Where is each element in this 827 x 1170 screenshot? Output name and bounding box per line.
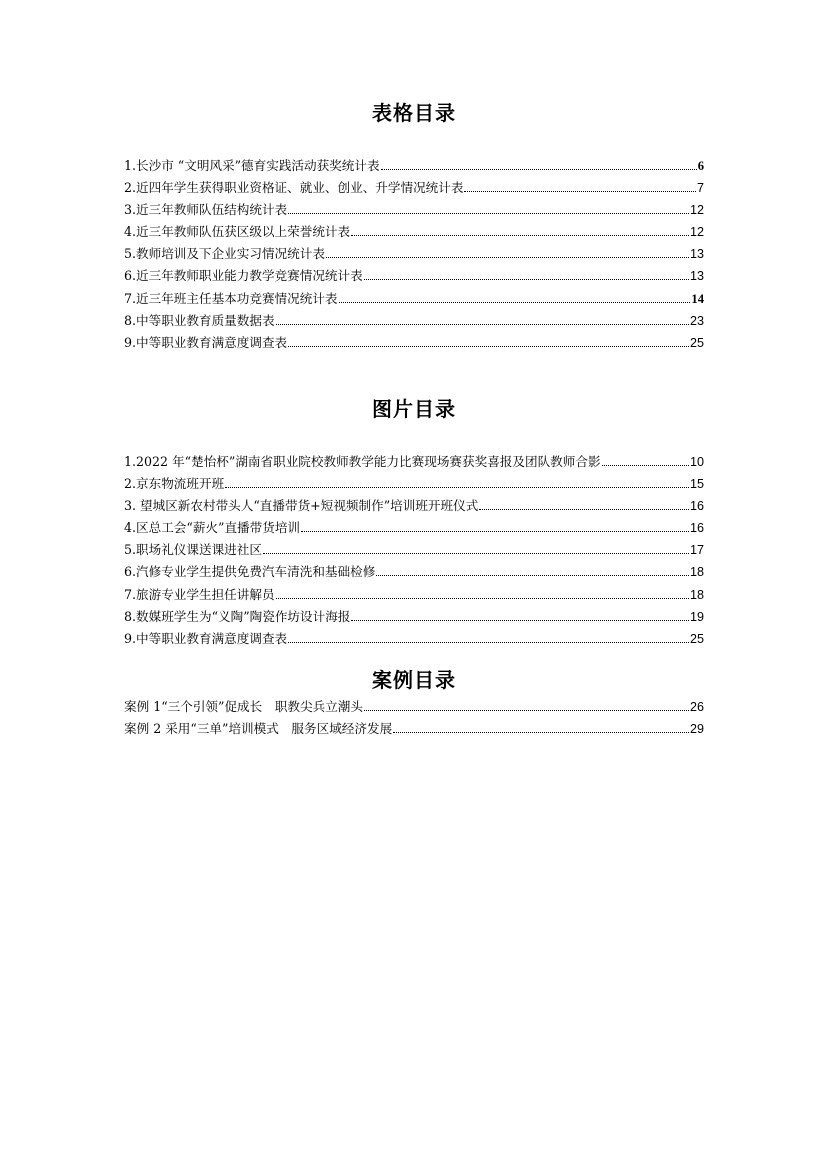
toc-entry[interactable] [124,177,704,199]
dot-leader [381,169,697,170]
toc-entry-label: 9.中等职业教育满意度调查表 [124,334,288,350]
toc-entry-page: 12 [689,225,704,240]
toc-entry-page: 7 [696,181,704,196]
toc-entry-page: 25 [689,631,704,646]
toc-entry-page: 14 [691,291,704,306]
toc-entry[interactable] [124,310,704,332]
dot-leader [276,324,689,325]
toc-entry[interactable] [124,696,704,718]
toc-entry-page: 6 [697,159,704,173]
dot-leader [364,279,689,280]
toc-entry[interactable] [124,539,704,561]
toc-entry[interactable] [124,199,704,221]
toc-entry[interactable] [124,332,704,354]
dot-leader [288,346,689,347]
toc-entry-page: 29 [689,722,704,737]
toc-entry[interactable] [124,561,704,583]
dot-leader [288,213,689,214]
figures-toc-title: 图片目录 [372,397,456,421]
toc-entry-page: 23 [689,313,704,328]
toc-entry-page: 18 [689,565,704,580]
toc-entry-page: 13 [689,247,704,262]
cases-toc-title: 案例目录 [372,668,456,692]
toc-entry[interactable] [124,243,704,265]
cases-toc-section [124,665,704,740]
toc-entry[interactable] [124,473,704,495]
dot-leader [276,598,689,599]
toc-entry[interactable] [124,265,704,287]
figures-toc-list [124,451,704,650]
toc-entry-page: 16 [689,521,704,536]
dot-leader [364,710,689,711]
toc-entry-label: 8.中等职业教育质量数据表 [124,312,275,328]
dot-leader [602,465,689,466]
dot-leader [393,732,689,733]
toc-entry-label: 1.长沙市 “文明风采”德育实践活动获奖统计表 [124,158,380,173]
toc-entry[interactable] [124,628,704,650]
dot-leader [339,302,691,303]
toc-entry-page: 25 [689,335,704,350]
toc-entry-label: 7.旅游专业学生担任讲解员 [124,586,275,602]
toc-entry[interactable] [124,221,704,243]
toc-entry-page: 19 [689,609,704,624]
toc-entry-label: 3. 望城区新农村带头人“直播带货+短视频制作”培训班开班仪式 [124,498,479,514]
toc-entry-label: 2.京东物流班开班 [124,476,225,492]
cases-toc-list [124,696,704,740]
toc-entry[interactable] [124,517,704,539]
toc-entry-label: 6.近三年教师职业能力教学竞赛情况统计表 [124,268,363,284]
toc-entry-label: 5.职场礼仪课送课进社区 [124,542,262,558]
dot-leader [326,257,689,258]
dot-leader [351,235,689,236]
tables-toc-section [124,98,704,354]
toc-entry-page: 13 [689,269,704,284]
tables-toc-list [124,155,704,354]
dot-leader [479,509,689,510]
dot-leader [376,575,689,576]
toc-entry-label: 案例 2 采用“三单”培训模式 服务区域经济发展 [124,721,393,737]
toc-entry-label: 1.2022 年“楚怡杯”湖南省职业院校教师教学能力比赛现场赛获奖喜报及团队教师合影 [124,454,601,469]
toc-entry-label: 4.区总工会“薪火”直播带货培训 [124,520,301,536]
toc-entry-page: 17 [689,543,704,558]
toc-entry-label: 6.汽修专业学生提供免费汽车清洗和基础检修 [124,564,376,580]
toc-entry[interactable] [124,584,704,606]
toc-entry[interactable] [124,718,704,740]
toc-entry-label: 7.近三年班主任基本功竞赛情况统计表 [124,290,338,306]
toc-entry[interactable] [124,495,704,517]
toc-entry-page: 18 [689,587,704,602]
dot-leader [225,487,689,488]
dot-leader [263,553,689,554]
toc-entry[interactable] [124,155,704,177]
figures-toc-section [124,394,704,650]
toc-entry-page: 15 [689,477,704,492]
toc-entry[interactable] [124,288,704,310]
toc-entry[interactable] [124,451,704,473]
toc-entry-page: 12 [689,203,704,218]
toc-entry-label: 4.近三年教师队伍获区级以上荣誉统计表 [124,224,351,240]
tables-toc-title: 表格目录 [372,101,456,125]
dot-leader [351,620,689,621]
toc-entry-label: 8.数媒班学生为“义陶”陶瓷作坊设计海报 [124,608,351,624]
toc-entry-page: 16 [689,499,704,514]
dot-leader [464,191,696,192]
dot-leader [301,531,689,532]
toc-entry-page: 10 [689,455,704,469]
toc-entry-label: 5.教师培训及下企业实习情况统计表 [124,246,325,262]
toc-entry[interactable] [124,606,704,628]
toc-entry-label: 案例 1“三个引领”促成长 职教尖兵立潮头 [124,699,363,714]
dot-leader [288,642,689,643]
toc-entry-label: 9.中等职业教育满意度调查表 [124,630,288,646]
toc-entry-label: 2.近四年学生获得职业资格证、就业、创业、升学情况统计表 [124,180,464,196]
toc-entry-page: 26 [689,700,704,714]
toc-entry-label: 3.近三年教师队伍结构统计表 [124,202,288,218]
